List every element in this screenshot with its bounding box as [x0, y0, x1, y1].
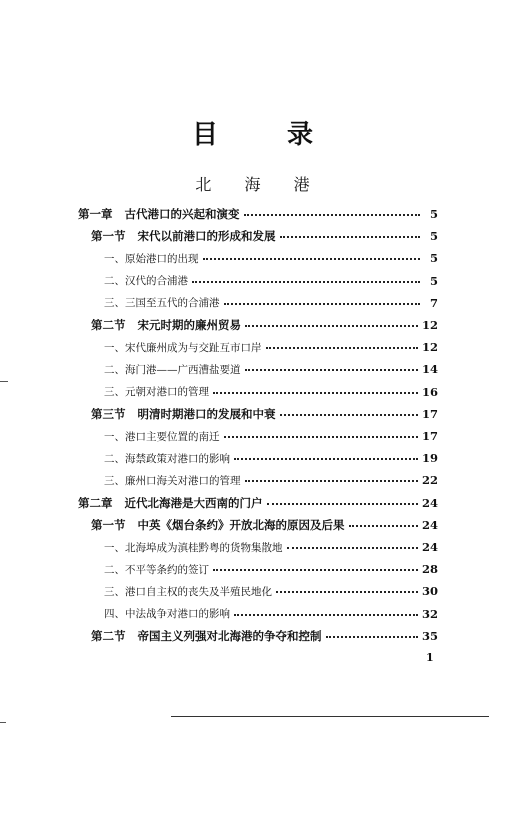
leader-dots — [234, 614, 418, 616]
toc-entry-label — [104, 362, 241, 377]
toc-entry-label — [104, 273, 188, 288]
leader-dots — [326, 636, 418, 638]
toc-entry — [91, 315, 438, 335]
toc-entry-page: 5 — [429, 251, 438, 266]
toc-entry-page: 24 — [421, 495, 438, 510]
toc-entry-label — [78, 206, 240, 222]
toc-entry-title: 二、海门港——广西漕盐要道 — [104, 363, 241, 376]
toc-entry — [78, 204, 438, 224]
toc-entry — [104, 382, 438, 402]
toc-entry-page: 28 — [421, 562, 438, 577]
toc-entry-title: 三、港口自主权的丧失及半殖民地化 — [104, 585, 272, 598]
toc-entry-label — [104, 451, 230, 466]
toc-entry-label — [104, 295, 220, 310]
leader-dots — [244, 214, 421, 216]
toc-entry-label — [104, 606, 230, 621]
toc-entry-number: 第二节 — [91, 318, 126, 332]
section-title: 北 海 港 — [195, 175, 324, 194]
toc-entry-title: 中英《烟台条约》开放北海的原因及后果 — [137, 517, 345, 532]
toc-entry-label — [91, 406, 276, 422]
toc-entry-title: 二、海禁政策对港口的影响 — [104, 452, 230, 465]
footer-rule — [171, 716, 489, 717]
toc-entry-number: 第二章 — [78, 495, 113, 510]
toc-entry-title: 一、港口主要位置的南迁 — [104, 430, 220, 443]
toc-entry-title: 三、元朝对港口的管理 — [104, 386, 209, 399]
toc-entry — [78, 493, 438, 513]
toc-entry — [104, 271, 438, 291]
leader-dots — [245, 325, 418, 327]
toc-entry-title: 古代港口的兴起和演变 — [124, 207, 240, 221]
toc-entry-label — [78, 495, 263, 511]
scan-mark — [0, 722, 6, 723]
toc-entry-title: 二、不平等条约的签订 — [104, 563, 209, 576]
toc-entry-page: 24 — [421, 540, 438, 554]
toc-entry-page: 22 — [421, 473, 438, 488]
toc-entry — [91, 226, 438, 246]
leader-dots — [203, 258, 421, 260]
leader-dots — [245, 369, 418, 371]
leader-dots — [266, 347, 418, 349]
toc-entry-title: 四、中法战争对港口的影响 — [104, 608, 230, 621]
toc-entry-page: 7 — [429, 295, 438, 310]
toc-entry-label — [104, 429, 220, 444]
toc-entry-label — [91, 228, 276, 244]
toc-entry-page: 32 — [421, 606, 438, 621]
toc-entry — [104, 604, 438, 624]
page-title: 目 录 — [191, 120, 344, 150]
leader-dots — [267, 503, 418, 505]
toc-entry — [104, 293, 438, 313]
toc-entry-title: 宋代以前港口的形成和发展 — [137, 229, 276, 244]
toc-entry-label — [104, 584, 272, 599]
toc-entry-page: 17 — [421, 429, 438, 443]
toc-entry — [104, 537, 438, 557]
toc-entry-number: 第三节 — [91, 406, 126, 421]
toc-entry-title: 近代北海港是大西南的门户 — [124, 495, 263, 510]
toc-entry-page: 14 — [421, 362, 438, 377]
leader-dots — [213, 569, 418, 571]
toc-entry-number: 第一章 — [78, 207, 113, 221]
toc-entry-label — [104, 562, 209, 577]
toc-entry — [91, 515, 438, 535]
toc-entry — [104, 359, 438, 379]
toc-entry-page: 30 — [421, 584, 438, 599]
toc-entry-title: 三、廉州口海关对港口的管理 — [104, 474, 241, 487]
toc-entry — [91, 626, 438, 646]
scan-mark — [0, 381, 8, 382]
toc-entry-title: 一、北海埠成为滇桂黔粤的货物集散地 — [104, 541, 283, 554]
toc-entry — [104, 559, 438, 579]
toc-entry-page: 5 — [429, 229, 438, 244]
toc-entry-page: 5 — [429, 273, 438, 288]
toc-entry-page: 17 — [421, 406, 438, 421]
toc-entry-number: 第二节 — [91, 628, 126, 643]
toc-entry-title: 明清时期港口的发展和中衰 — [137, 406, 276, 421]
leader-dots — [280, 236, 421, 238]
toc-entry-label — [104, 540, 283, 555]
leader-dots — [192, 281, 420, 283]
toc-entry-page: 5 — [429, 207, 438, 221]
leader-dots — [276, 591, 418, 593]
leader-dots — [213, 392, 418, 394]
toc-entry-page: 19 — [421, 451, 438, 466]
toc-entry-title: 一、宋代廉州成为与交趾互市口岸 — [104, 341, 262, 354]
toc-entry — [104, 426, 438, 446]
page-number: 1 — [426, 651, 434, 664]
toc-entry-number: 第一节 — [91, 229, 126, 244]
toc-entry-label — [104, 340, 262, 355]
leader-dots — [224, 303, 421, 305]
toc-entry — [104, 337, 438, 357]
toc-entry-label — [104, 251, 199, 266]
toc-entry-page: 12 — [421, 340, 438, 355]
toc-entry-label — [91, 517, 345, 533]
toc-entry-label — [104, 473, 241, 488]
toc-entry-title: 三、三国至五代的合浦港 — [104, 297, 220, 310]
toc-entry-page: 35 — [421, 628, 438, 643]
leader-dots — [224, 436, 418, 438]
leader-dots — [245, 480, 418, 482]
leader-dots — [287, 547, 418, 549]
toc-entry — [91, 404, 438, 424]
leader-dots — [234, 458, 418, 460]
toc-entry-label — [91, 628, 322, 644]
leader-dots — [349, 525, 418, 527]
leader-dots — [280, 414, 418, 416]
toc-entry-title: 二、汉代的合浦港 — [104, 275, 188, 288]
toc-entry — [104, 470, 438, 490]
toc-entry-number: 第一节 — [91, 517, 126, 532]
toc-entry-title: 一、原始港口的出现 — [104, 252, 199, 265]
toc-entry — [104, 248, 438, 268]
toc-entry-title: 宋元时期的廉州贸易 — [137, 318, 241, 332]
toc-entry-title: 帝国主义列强对北海港的争夺和控制 — [137, 628, 322, 643]
toc-entry-page: 16 — [421, 384, 438, 399]
toc-entry — [104, 581, 438, 601]
toc-entry — [104, 448, 438, 468]
toc-entry-label — [104, 384, 209, 399]
toc-entry-page: 12 — [421, 318, 438, 332]
toc-entry-label — [91, 317, 241, 333]
toc-entry-page: 24 — [421, 517, 438, 532]
